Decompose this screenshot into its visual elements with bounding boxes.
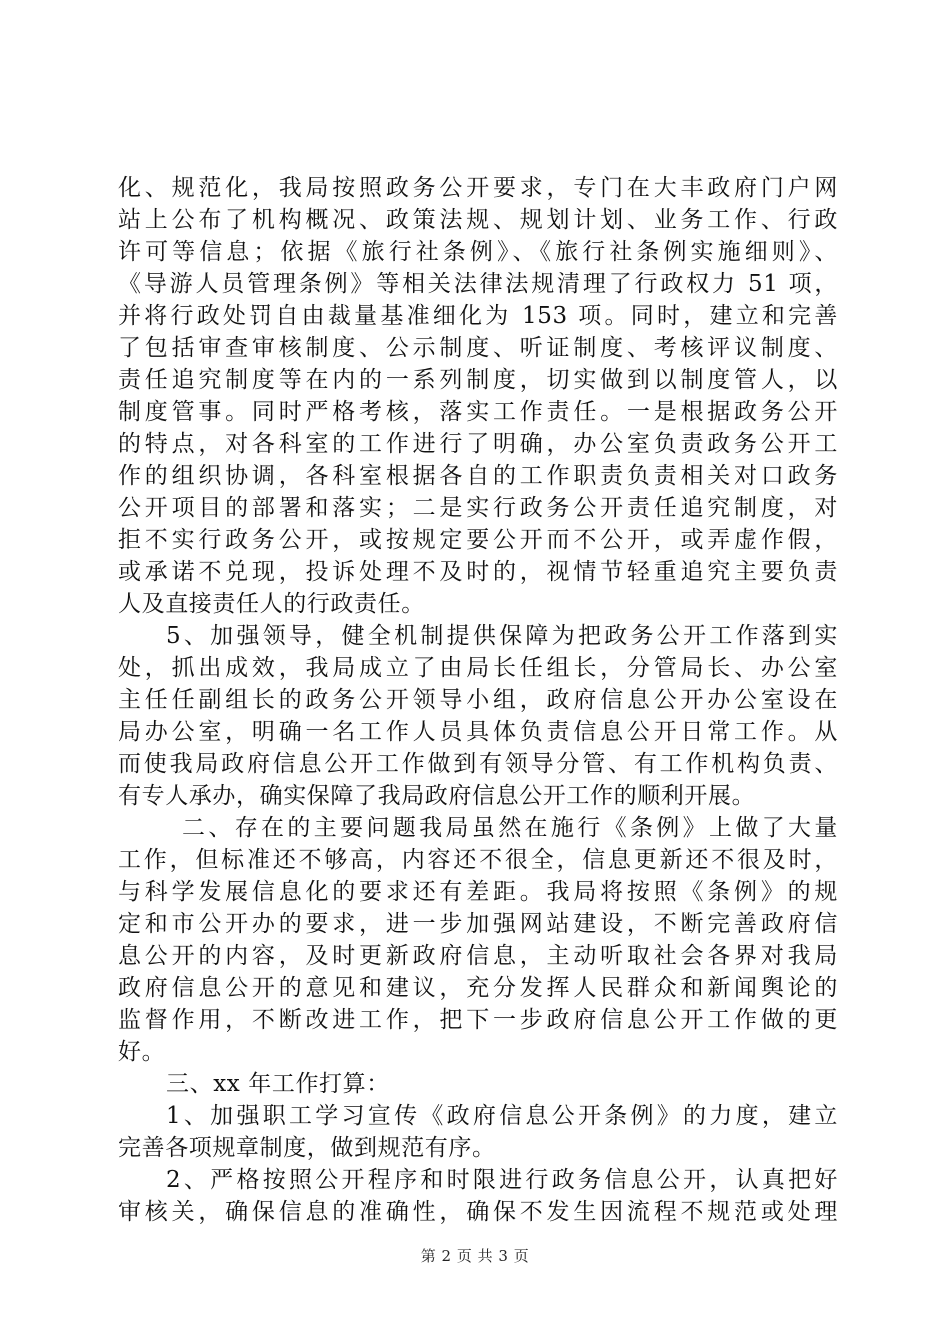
text-line: 定和市公开办的要求，进一步加强网站建设，不断完善政府信 bbox=[118, 911, 838, 937]
text-line: 站上公布了机构概况、政策法规、规划计划、业务工作、行政 bbox=[118, 207, 838, 233]
text-line: 作的组织协调，各科室根据各自的工作职责负责相关对口政务 bbox=[118, 463, 838, 489]
text-line: 人及直接责任人的行政责任。 bbox=[118, 591, 425, 617]
text-line: 责任追究制度等在内的一系列制度，切实做到以制度管人，以 bbox=[118, 367, 838, 393]
text-line: 监督作用，不断改进工作，把下一步政府信息公开工作做的更 bbox=[118, 1007, 838, 1033]
paragraph-first-line: 二、存在的主要问题我局虽然在施行《条例》上做了大量 bbox=[182, 815, 838, 841]
text-line: 化、规范化，我局按照政务公开要求，专门在大丰政府门户网 bbox=[118, 175, 838, 201]
text-line: 局办公室，明确一名工作人员具体负责信息公开日常工作。从 bbox=[118, 719, 838, 745]
text-line: 了包括审查审核制度、公示制度、听证制度、考核评议制度、 bbox=[118, 335, 838, 361]
text-line: 而使我局政府信息公开工作做到有领导分管、有工作机构负责、 bbox=[118, 751, 838, 777]
text-line: 政府信息公开的意见和建议，充分发挥人民群众和新闻舆论的 bbox=[118, 975, 838, 1001]
text-line: 的特点，对各科室的工作进行了明确，办公室负责政务公开工 bbox=[118, 431, 838, 457]
section-heading: 三、xx 年工作打算： bbox=[166, 1071, 390, 1097]
text-line: 拒不实行政务公开，或按规定要公开而不公开，或弄虚作假， bbox=[118, 527, 838, 553]
text-line: 《导游人员管理条例》等相关法律法规清理了行政权力 51 项， bbox=[118, 271, 838, 297]
text-line: 处，抓出成效，我局成立了由局长任组长，分管局长、办公室 bbox=[118, 655, 838, 681]
document-body bbox=[118, 172, 838, 1228]
page-number-footer: 第 2 页 共 3 页 bbox=[420, 1247, 530, 1265]
paragraph-first-line: 2、严格按照公开程序和时限进行政务信息公开，认真把好 bbox=[166, 1167, 838, 1193]
text-line: 许可等信息；依据《旅行社条例》、《旅行社条例实施细则》、 bbox=[118, 239, 838, 265]
text-line: 与科学发展信息化的要求还有差距。我局将按照《条例》的规 bbox=[118, 879, 838, 905]
text-line: 完善各项规章制度，做到规范有序。 bbox=[118, 1135, 496, 1161]
text-line: 有专人承办，确实保障了我局政府信息公开工作的顺利开展。 bbox=[118, 783, 756, 809]
text-line: 公开项目的部署和落实；二是实行政务公开责任追究制度，对 bbox=[118, 495, 838, 521]
text-line: 工作，但标准还不够高，内容还不很全，信息更新还不很及时， bbox=[118, 847, 838, 873]
text-line: 制度管事。同时严格考核，落实工作责任。一是根据政务公开 bbox=[118, 399, 838, 425]
text-line: 息公开的内容，及时更新政府信息，主动听取社会各界对我局 bbox=[118, 943, 838, 969]
paragraph-first-line: 5、加强领导，健全机制提供保障为把政务公开工作落到实 bbox=[166, 623, 838, 649]
text-line: 并将行政处罚自由裁量基准细化为 153 项。同时，建立和完善 bbox=[118, 303, 838, 329]
text-line: 或承诺不兑现，投诉处理不及时的，视情节轻重追究主要负责 bbox=[118, 559, 838, 585]
text-line: 好。 bbox=[118, 1039, 166, 1065]
text-line: 主任任副组长的政务公开领导小组，政府信息公开办公室设在 bbox=[118, 687, 838, 713]
paragraph-first-line: 1、加强职工学习宣传《政府信息公开条例》的力度，建立 bbox=[166, 1103, 838, 1129]
text-line: 审核关，确保信息的准确性，确保不发生因流程不规范或处理 bbox=[118, 1199, 838, 1225]
